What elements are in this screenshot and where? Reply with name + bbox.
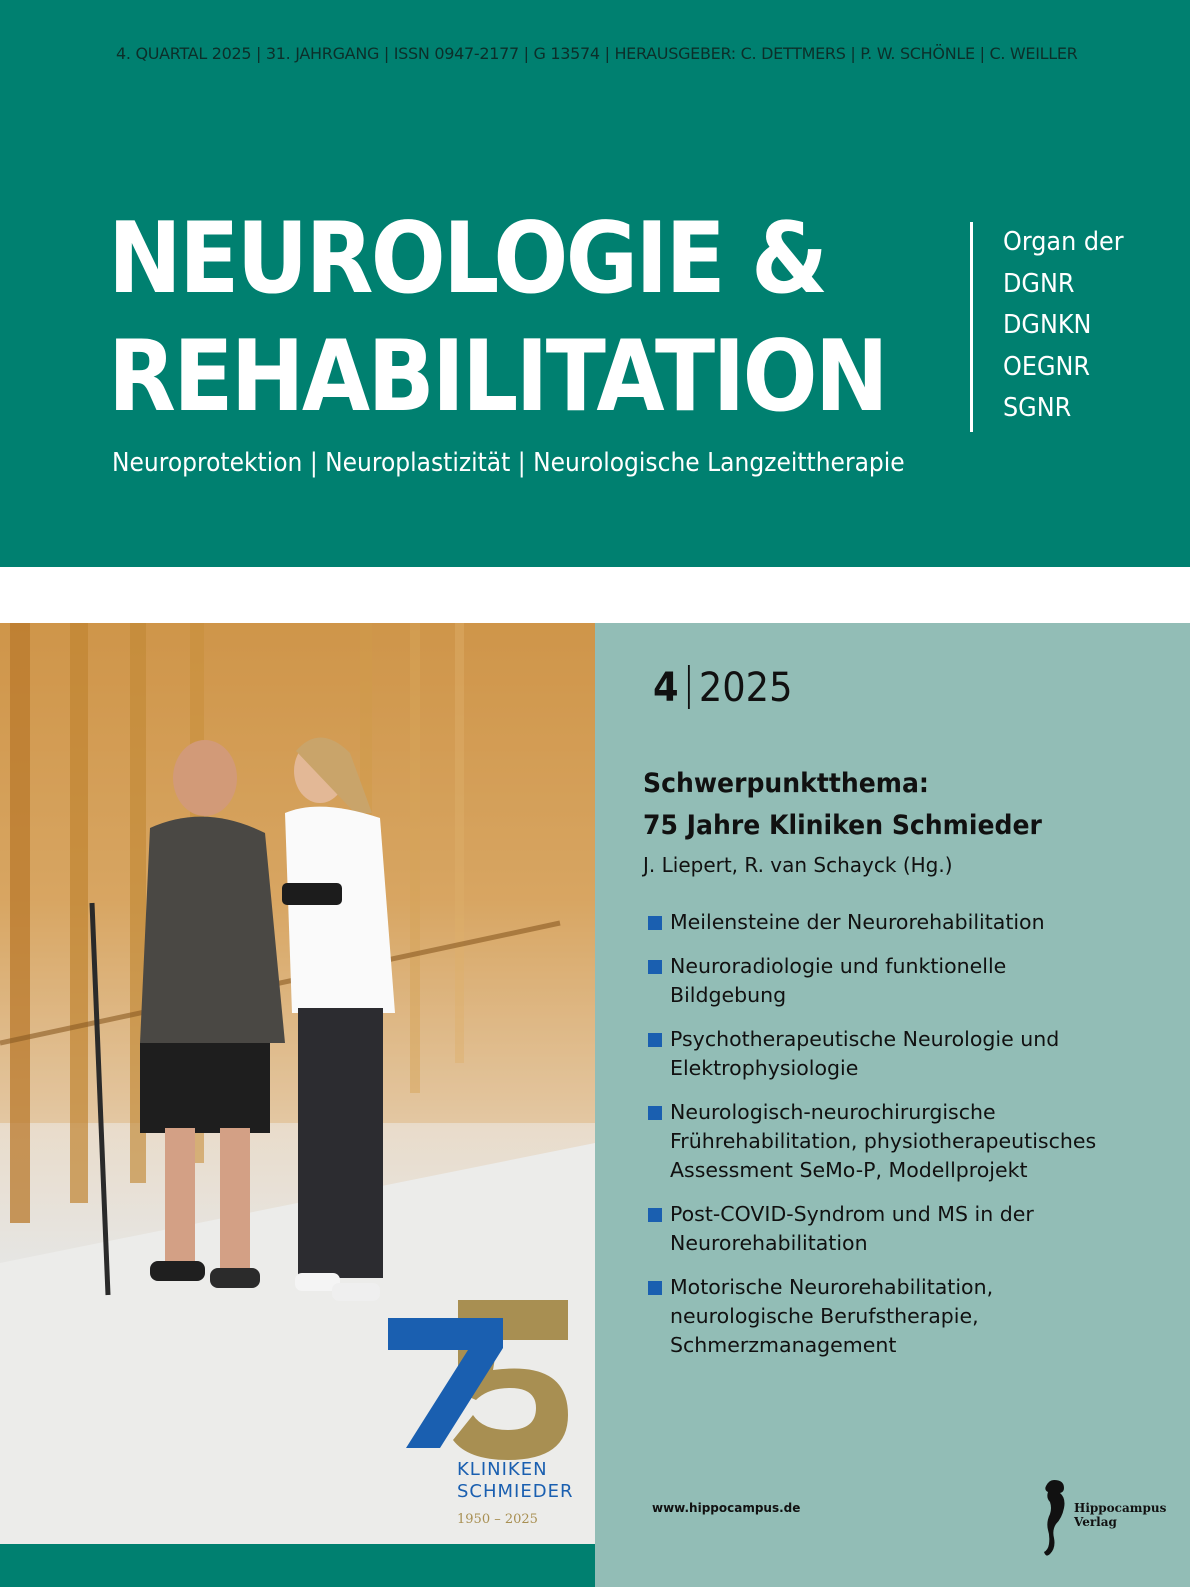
logo-line1: KLINIKEN xyxy=(457,1459,548,1480)
journal-subtitle: Neuroprotektion | Neuroplastizität | Neurologische Langzeittherapie xyxy=(112,448,905,478)
bullet-square-icon xyxy=(648,1281,662,1295)
logo-wordmark xyxy=(457,1459,573,1503)
topic-line: Frührehabilitation, physiotherapeutisches xyxy=(670,1129,1097,1153)
publisher-line1: Hippocampus xyxy=(1074,1501,1167,1515)
topic-line: neurologische Berufstherapie, xyxy=(670,1304,979,1328)
topic-line: Neurorehabilitation xyxy=(670,1231,868,1255)
topic-line: Meilensteine der Neurorehabilitation xyxy=(670,910,1045,934)
focus-editors: J. Liepert, R. van Schayck (Hg.) xyxy=(643,853,953,877)
issue-year: 2025 xyxy=(698,665,793,711)
bottom-teal-bar xyxy=(0,1544,595,1587)
topic-line: Elektrophysiologie xyxy=(670,1056,859,1080)
organ-society: DGNKN xyxy=(1003,310,1092,340)
publisher-url[interactable]: www.hippocampus.de xyxy=(652,1501,801,1515)
anniversary-logo xyxy=(388,1300,578,1465)
bullet-square-icon xyxy=(648,1208,662,1222)
organ-society: SGNR xyxy=(1003,393,1072,423)
topic-list xyxy=(648,908,1096,1375)
journal-title-line2: REHABILITATION xyxy=(108,320,887,434)
topic-line: Psychotherapeutische Neurologie und xyxy=(670,1027,1060,1051)
bullet-square-icon xyxy=(648,916,662,930)
topic-line: Motorische Neurorehabilitation, xyxy=(670,1275,994,1299)
topic-item xyxy=(648,1273,1096,1360)
organ-list xyxy=(1003,222,1134,430)
focus-label: Schwerpunktthema: xyxy=(643,768,929,799)
organ-society: DGNR xyxy=(1003,268,1075,299)
logo-line2: SCHMIEDER xyxy=(457,1481,574,1502)
logo-years: 1950 – 2025 xyxy=(457,1512,538,1527)
organ-society: OEGNR xyxy=(1003,351,1090,382)
issue-num: 4 xyxy=(653,665,679,711)
publisher-name xyxy=(1074,1501,1166,1529)
topic-line: Assessment SeMo-P, Modellprojekt xyxy=(670,1158,1028,1182)
logo-75-mark xyxy=(388,1300,578,1460)
issue-metadata-line: 4. QUARTAL 2025 | 31. JAHRGANG | ISSN 0947-2177 | G 13574 | HERAUSGEBER: C. DETTMERS | P. W. SCHÖNLE | C. WEILLER xyxy=(116,44,1078,63)
topic-line: Post-COVID-Syndrom und MS in der xyxy=(670,1202,1034,1226)
topic-item xyxy=(648,1098,1096,1185)
topic-item xyxy=(648,908,1096,937)
topic-line: Neuroradiologie und funktionelle xyxy=(670,954,1007,978)
topic-item xyxy=(648,1025,1096,1083)
topic-line: Schmerzmanagement xyxy=(670,1333,897,1357)
topic-line: Neurologisch-neurochirurgische xyxy=(670,1100,996,1124)
focus-title: 75 Jahre Kliniken Schmieder xyxy=(643,810,1042,841)
publisher-line2: Verlag xyxy=(1074,1515,1117,1529)
bullet-square-icon xyxy=(648,960,662,974)
topic-line: Bildgebung xyxy=(670,983,787,1007)
seahorse-icon xyxy=(1040,1478,1070,1563)
issue-number xyxy=(653,665,793,711)
topic-item xyxy=(648,1200,1096,1258)
organ-label: Organ der xyxy=(1003,227,1124,257)
issue-divider xyxy=(688,665,690,709)
topic-item xyxy=(648,952,1096,1010)
masthead xyxy=(0,0,1190,567)
bullet-square-icon xyxy=(648,1106,662,1120)
journal-title-line1: NEUROLOGIE & xyxy=(108,202,826,316)
bullet-square-icon xyxy=(648,1033,662,1047)
title-divider xyxy=(970,222,973,432)
